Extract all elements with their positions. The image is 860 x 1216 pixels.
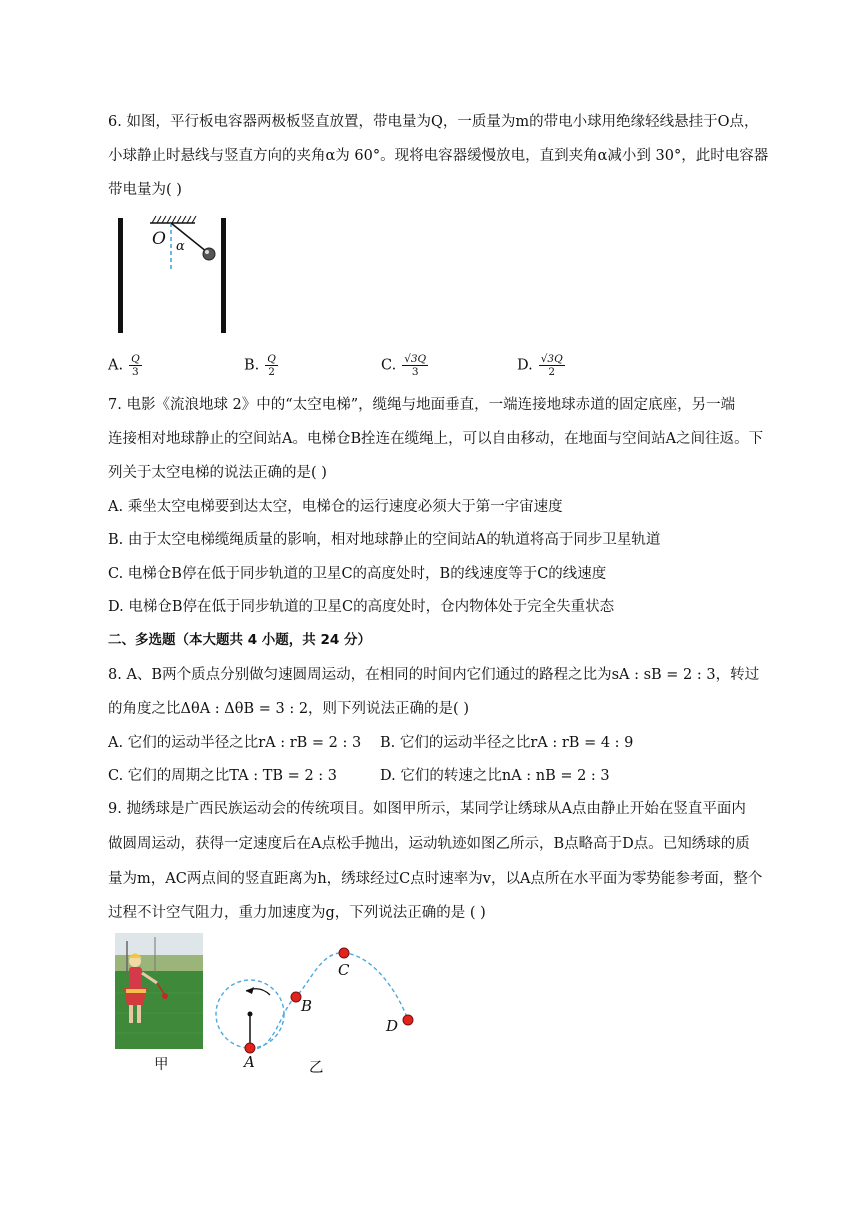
right-plate (221, 218, 226, 333)
q6-option-a[interactable]: A. $\frac{Q}{3}$ (108, 353, 140, 378)
label-D: D (386, 1017, 399, 1035)
q9-line-3: 量为m，AC两点间的竖直距离为h，绣球经过C点时速率为v，以A点所在水平面为零势能参考面，整个 (108, 871, 763, 887)
q9-line-2: 做圆周运动，获得一定速度后在A点松手抛出，运动轨迹如图乙所示，B点略高于D点。已知绣球的质 (108, 836, 750, 852)
ball-D (403, 1015, 413, 1025)
q7-option-b[interactable]: B. 由于太空电梯缆绳质量的影响，相对地球静止的空间站A的轨道将高于同步卫星轨道 (108, 532, 661, 548)
q6-line-3: 带电量为( ) (108, 182, 182, 198)
figure-yi-trajectory (212, 935, 432, 1075)
charged-ball (203, 248, 215, 260)
q9-line-4: 过程不计空气阻力，重力加速度为g，下列说法正确的是 ( ) (108, 905, 486, 921)
ball-A (245, 1043, 255, 1053)
q8-option-b[interactable]: B. 它们的运动半径之比rA : rB = 4 : 9 (380, 735, 634, 751)
q8-option-a[interactable]: A. 它们的运动半径之比rA : rB = 2 : 3 (108, 735, 362, 751)
q8-line-2: 的角度之比ΔθA : ΔθB = 3 : 2，则下列说法正确的是( ) (108, 701, 469, 717)
q7-option-a[interactable]: A. 乘坐太空电梯要到达太空，电梯仓的运行速度必须大于第一宇宙速度 (108, 499, 563, 515)
ball-C (339, 948, 349, 958)
label-A: A (244, 1053, 255, 1071)
projectile-path (250, 953, 408, 1049)
q6-option-d[interactable]: D. $\frac{√3Q}{2}$ (517, 353, 563, 378)
q6-option-c[interactable]: C. $\frac{√3Q}{3}$ (381, 353, 427, 378)
point-O-label: O (152, 229, 166, 249)
label-C: C (338, 961, 350, 979)
figure-jia-caption: 甲 (154, 1057, 169, 1073)
section-2-heading: 二、多选题（本大题共 4 小题，共 24 分） (108, 632, 371, 648)
q7-option-c[interactable]: C. 电梯仓B停在低于同步轨道的卫星C的高度处时，B的线速度等于C的线速度 (108, 566, 607, 582)
pivot-dot (248, 1012, 253, 1017)
q6-option-b[interactable]: B. $\frac{Q}{2}$ (244, 353, 276, 378)
angle-alpha-label: α (176, 239, 185, 254)
ball-B (291, 992, 301, 1002)
q6-line-2: 小球静止时悬线与竖直方向的夹角α为 60°。现将电容器缓慢放电，直到夹角α减小到 30°，此时电容器 (108, 148, 769, 164)
figure-jia-photo (115, 933, 203, 1049)
q7-line-2: 连接相对地球静止的空间站A。电梯仓B拴连在缆绳上，可以自由移动，在地面与空间站A之间往返。下 (108, 431, 764, 447)
q9-line-1: 9. 抛绣球是广西民族运动会的传统项目。如图甲所示，某同学让绣球从A点由静止开始在竖直平面内 (108, 801, 746, 817)
q6-line-1: 6. 如图，平行板电容器两极板竖直放置，带电量为Q，一质量为m的带电小球用绝缘轻线悬挂于O点， (108, 114, 759, 130)
q7-option-d[interactable]: D. 电梯仓B停在低于同步轨道的卫星C的高度处时，仓内物体处于完全失重状态 (108, 599, 615, 615)
ceiling-hatch (152, 216, 196, 223)
label-B: B (301, 997, 313, 1015)
left-plate (118, 218, 123, 333)
q8-line-1: 8. A、B两个质点分别做匀速圆周运动，在相同的时间内它们通过的路程之比为sA : sB = 2 : 3，转过 (108, 667, 760, 683)
q7-line-3: 列关于太空电梯的说法正确的是( ) (108, 465, 327, 481)
q8-option-d[interactable]: D. 它们的转速之比nA : nB = 2 : 3 (380, 768, 610, 784)
q7-line-1: 7. 电影《流浪地球 2》中的“太空电梯”，缆绳与地面垂直，一端连接地球赤道的固定底座，另一端 (108, 397, 736, 413)
figure-yi-caption: 乙 (309, 1060, 324, 1076)
q8-option-c[interactable]: C. 它们的周期之比TA : TB = 2 : 3 (108, 768, 337, 784)
q6-capacitor-figure (110, 212, 240, 337)
